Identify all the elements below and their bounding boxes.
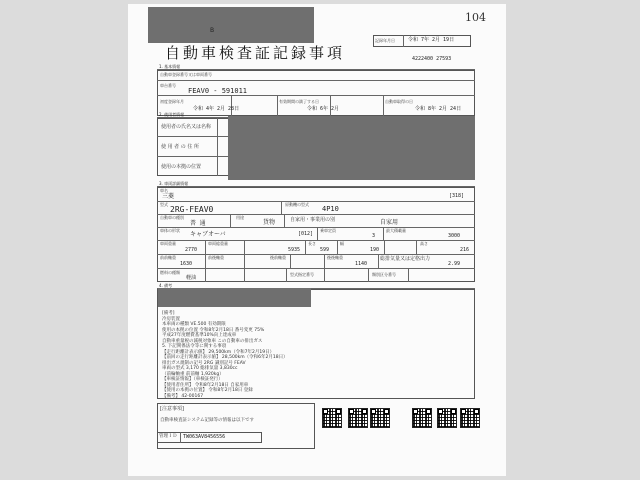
maker-label: 車名 [160,188,168,193]
chassis-number-label: 車台番号 [160,83,176,88]
qr-code-5 [437,408,457,428]
maker-value: 三菱 [162,193,175,200]
front-front-axle-value: 1630 [180,261,193,267]
remarks-line: 使用の本拠の位置 令和8年2月18日 番号変更 75% [162,327,265,333]
section-vehicle-info: 3. 車両詳細情報 [157,180,475,187]
max-load-label: 最大積載量 [386,228,406,233]
expiry-value: 令和 6年 2月 [307,106,340,112]
max-load-value: 3000 [448,233,461,239]
use-label: 用途 [236,215,244,220]
model-label: 型式 [160,202,168,207]
first-reg-value: 令和 4年 2月 28日 [193,106,240,112]
base-location-label: 使用の本拠の位置 [161,164,202,170]
remarks-line: 5. 下記関係法令等に関する事項 [162,344,227,349]
form-letter-b: B [210,27,215,34]
management-id-value: TW063AV8456556 [183,434,226,440]
handwritten-page-number: 104 [465,11,486,24]
height-label: 高さ [420,241,428,246]
user-name-label: 使用者の氏名又は名称 [161,124,212,130]
maker-code: [318] [449,193,465,199]
length-value: 599 [320,247,330,253]
vehicle-kind-value: 普 通 [190,220,206,227]
acquired-date-value: 令和 8年 2月 24日 [415,106,462,112]
rear-front-axle-label: 後前軸重 [270,255,286,260]
user-address-label: 使 用 者 の 住 所 [161,144,199,150]
vehicle-kind-label: 自動車の種別 [160,215,184,220]
body-shape-value: キャブオーバ [190,231,226,238]
rear-rear-axle-value: 1140 [355,261,368,267]
notice-text: 自動車検査証システム記録等の情報は以下です [160,418,255,423]
reg-number-label: 自動車登録番号又は車両番号 [160,72,212,77]
gross-weight-label: 車両総重量 [208,241,228,246]
remarks-line: 【前回の走行距離計表示値】 28,500km（令和6年2月18日） [162,355,288,360]
redacted-user-info [228,116,475,180]
remarks-line: 【使用者住所】 令和8年2月18日 自家用車 [162,382,249,388]
remarks-line: [備考] [162,311,175,316]
management-id-label: 管理ＩＤ [159,434,177,439]
remarks-line: 本車両の種類 VE.500 有効期限 [162,322,226,327]
displacement-label: 総排気量又は定格出力 [380,256,431,262]
private-business-label: 自家用・事業用の別 [290,217,336,223]
expiry-label: 有効期間の満了する日 [279,99,319,104]
section-user-info: 2. 使用者情報 [157,111,475,118]
redacted-remarks-header [158,288,311,307]
capacity-value: 3 [372,233,376,239]
chassis-number-value: FEAV0 - 591011 [188,87,248,95]
remarks-line: 排出ガス規制の記号 2RG 識別記号 FEAV [162,360,246,366]
section-basic-info: 1. 基本情報 [157,63,475,70]
front-rear-axle-label: 前後軸重 [208,255,224,260]
notice-title: [注意事項] [160,406,184,412]
issue-date-value: 令和 7年 2月 19日 [408,37,455,43]
gross-weight-value: 5935 [288,247,301,253]
redacted-header-block [148,7,314,43]
qr-code-3 [370,408,390,428]
remarks-line: 平成27年度燃費基準10%向上達成車 [162,333,237,338]
fuel-type-label: 燃料の種類 [160,270,180,275]
vehicle-weight-value: 2770 [185,247,198,253]
model-value: 2RG-FEAV0 [170,205,214,214]
height-value: 216 [460,247,470,253]
document-number: 4222400 27593 [412,56,452,62]
displacement-value: 2.99 [448,261,461,267]
engine-value: 4P10 [322,205,339,213]
capacity-label: 乗車定員 [320,228,336,233]
remarks-line: 冷房装置 [162,316,180,322]
acquired-date-label: 自動車取得の日 [385,99,413,104]
body-shape-code: [012] [298,231,314,237]
qr-code-6 [460,408,480,428]
engine-label: 原動機の型式 [285,202,309,207]
class-number-label: 類別区分番号 [372,272,396,277]
qr-code-1 [322,408,342,428]
remarks-line: （前輪軸重 前前軸 1,920kg） [162,371,224,377]
length-label: 長さ [308,241,316,246]
first-reg-label: 初度登録年月 [160,99,184,104]
page-title: 自動車検査証記録事項 [165,44,346,62]
width-value: 190 [370,247,380,253]
remarks-text [162,310,462,398]
section-remarks: 4. 備考 [157,282,475,289]
qr-code-2 [348,408,368,428]
body-shape-label: 車体の形状 [160,228,180,233]
front-front-axle-label: 前前軸重 [160,255,176,260]
rear-rear-axle-label: 後後軸重 [327,255,343,260]
qr-code-4 [412,408,432,428]
model-cert-number-label: 型式指定番号 [290,272,314,277]
remarks-line: 【使用の本拠の位置】 令和8年2月18日 登録 [162,388,253,393]
remarks-line: 【走行距離計表示値】 29,500km（令和7年2月19日） [162,349,275,355]
vehicle-weight-label: 車両重量 [160,241,176,246]
width-label: 幅 [340,241,344,246]
remarks-line: 車両の型式 3,170 総排気量 3,830cc [162,366,238,371]
use-value: 貨物 [263,219,276,226]
remarks-line: 【車検証情報】（車検証発行） [162,377,223,382]
private-business-value: 自家用 [380,219,399,226]
remarks-line: 自動車重量税の減税対象車 この自動車の排出ガス [162,338,263,344]
fuel-type-value: 軽油 [186,275,197,281]
remarks-line: 【備考】 42-00167 [162,393,204,399]
issue-date-label: 記録年月日 [375,38,395,43]
